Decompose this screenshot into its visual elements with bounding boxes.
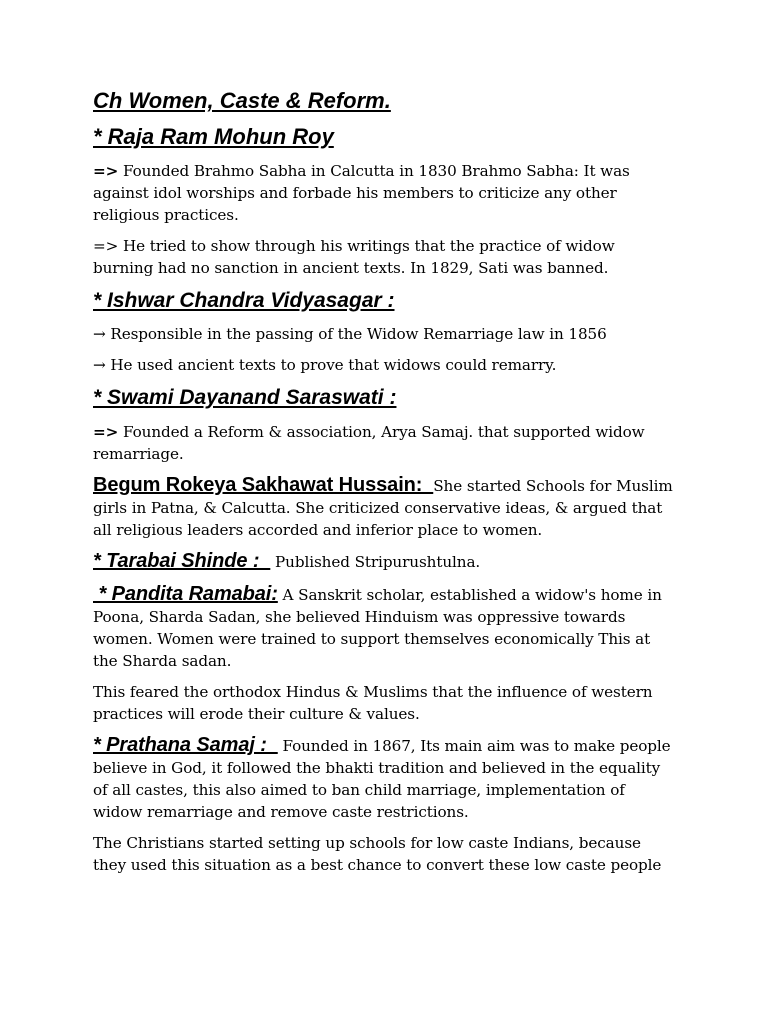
paragraph-prathana-samaj — [93, 734, 678, 823]
paragraph-christian-schools: The Christians started setting up schools for low caste Indians, because they used this situation as a best chance to convert these low caste people — [93, 834, 662, 874]
paragraph-orthodox-fear: This feared the orthodox Hindus & Muslims that the influence of western practices will erode their culture & values. — [93, 683, 653, 723]
heading-begum-rokeya-sakhawat-hussain: Begum Rokeya Sakhawat Hussain: — [93, 474, 434, 496]
paragraph-text: Founded a Reform & association, Arya Samaj. that supported widow remarriage. — [93, 423, 645, 463]
heading-pandita-ramabai: * Pandita Ramabai: — [93, 583, 278, 605]
heading-raja-ram-mohun-roy: * Raja Ram Mohun Roy — [93, 124, 334, 149]
paragraph-arya-samaj — [93, 421, 678, 465]
paragraph-text: A Sanskrit scholar, established a widow's home in Poona, Sharda Sadan, she believed Hinduism was oppressive towards women. Women were trained to support themselves economically This at the Sharda sadan. — [93, 586, 662, 670]
paragraph-text: Founded Brahmo Sabha in Calcutta in 1830 Brahmo Sabha: It was against idol worships and forbade his members to criticize any other religious practices. — [93, 162, 630, 224]
heading-swami-dayanand-saraswati: * Swami Dayanand Saraswati : — [93, 386, 397, 409]
document-body — [93, 88, 678, 876]
heading-tarabai-shinde: * Tarabai Shinde : — [93, 550, 271, 572]
paragraph-tarabai-shinde — [93, 550, 678, 573]
heading-ishwar-chandra-vidyasagar: * Ishwar Chandra Vidyasagar : — [93, 289, 395, 312]
heading-prathana-samaj: * Prathana Samaj : — [93, 734, 278, 756]
paragraph-brahmo-sabha — [93, 160, 678, 226]
paragraph-ancient-texts: → He used ancient texts to prove that widows could remarry. — [93, 356, 557, 374]
arrow-marker: => — [93, 162, 119, 180]
document-title: Ch Women, Caste & Reform. — [93, 88, 391, 113]
paragraph-text: She started Schools for Muslim girls in Patna, & Calcutta. She criticized conservative ideas, & argued that all religious leaders accorded and inferior place to women. — [93, 477, 673, 539]
paragraph-text: Founded in 1867, Its main aim was to make people believe in God, it followed the bhakti tradition and believed in the equality of all castes, this also aimed to ban child marriage, implementation of widow remarriage and remove caste restrictions. — [93, 737, 671, 821]
paragraph-widow-remarriage-law: → Responsible in the passing of the Widow Remarriage law in 1856 — [93, 325, 607, 343]
paragraph-sati-ban: => He tried to show through his writings that the practice of widow burning had no sanction in ancient texts. In 1829, Sati was banned. — [93, 237, 615, 277]
arrow-marker: => — [93, 423, 119, 441]
paragraph-begum-rokeya — [93, 474, 678, 541]
paragraph-pandita-ramabai — [93, 583, 678, 672]
paragraph-text: Published Stripurushtulna. — [270, 553, 481, 571]
